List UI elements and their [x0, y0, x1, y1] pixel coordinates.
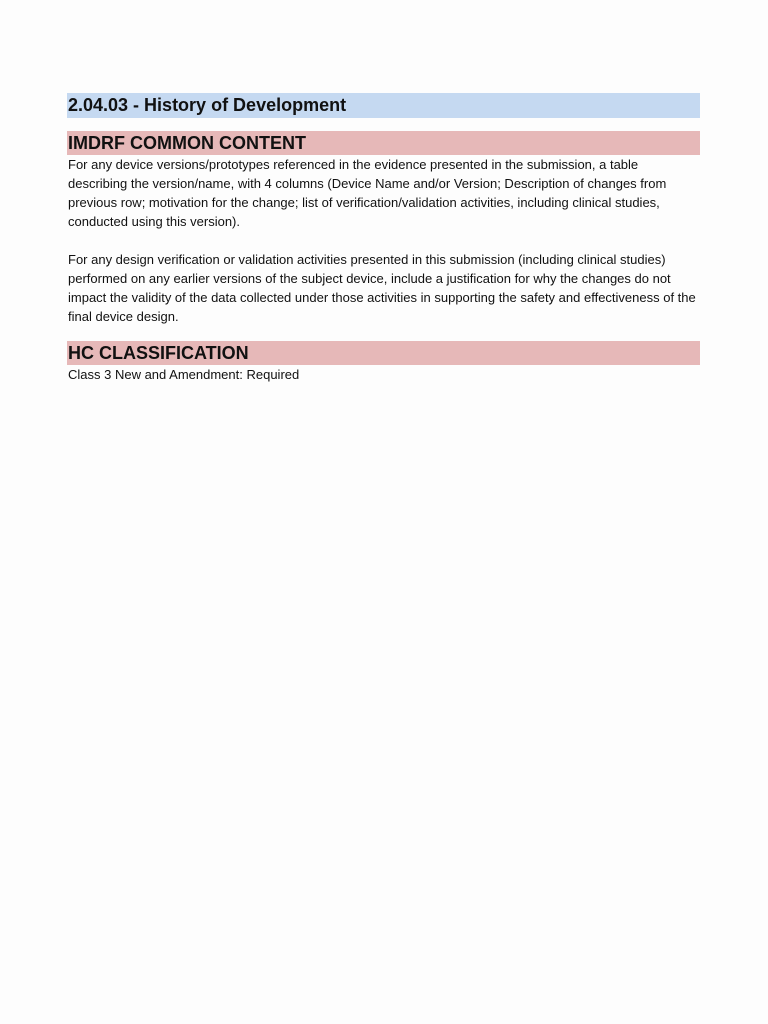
hc-classification-requirement: Class 3 New and Amendment: Required — [68, 367, 300, 382]
section-heading-hc-classification: HC CLASSIFICATION — [67, 341, 700, 365]
document-page — [67, 93, 700, 384]
imdrf-paragraph-version-table: For any device versions/prototypes referenced in the evidence presented in the submission, a table describing the version/name, with 4 columns (Device Name and/or Version; Description of changes from previous row; motivation for the change; list of verification/validation activities, including clinical studies, conducted using this version). — [68, 157, 667, 229]
page-title: 2.04.03 - History of Development — [67, 93, 700, 118]
section-heading-imdrf-common-content: IMDRF COMMON CONTENT — [67, 131, 700, 155]
imdrf-paragraph-justification: For any design verification or validation activities presented in this submission (including clinical studies) performed on any earlier versions of the subject device, include a justification for why the changes do not impact the validity of the data collected under those activities in supporting the safety and effectiveness of the final device design. — [68, 252, 696, 324]
